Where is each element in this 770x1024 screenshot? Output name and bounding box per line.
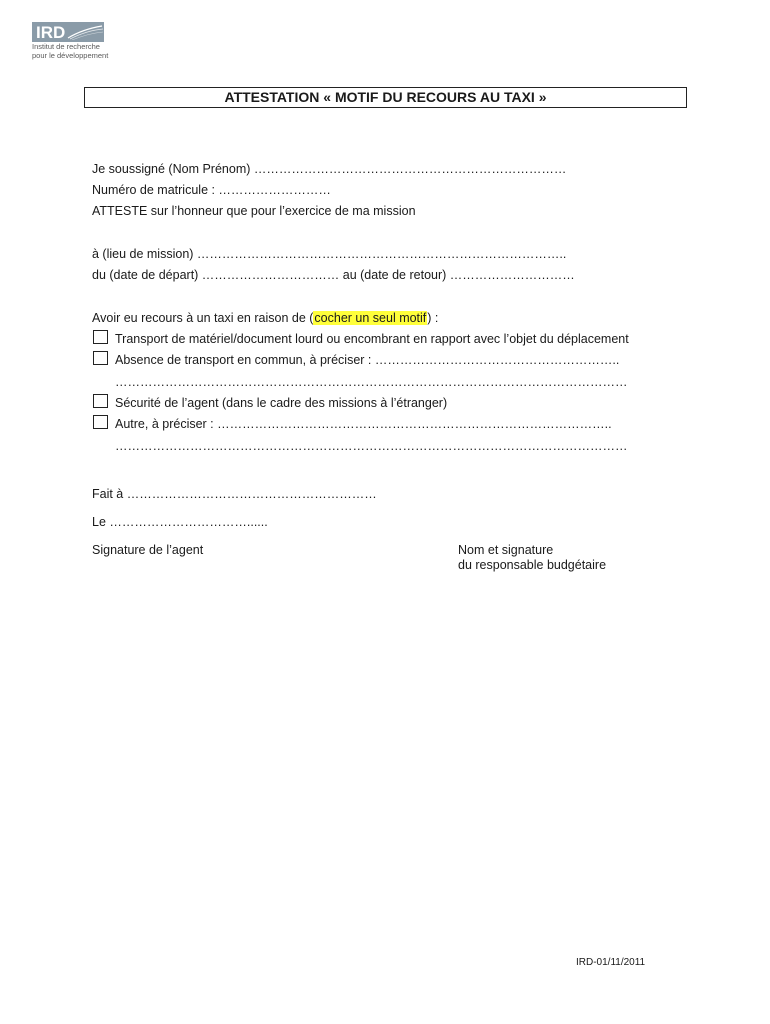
atteste-statement: ATTESTE sur l’honneur que pour l’exercice de ma mission: [92, 204, 416, 218]
reason-highlight: cocher un seul motif: [314, 311, 427, 325]
mission-location-field: à (lieu de mission) ……………………………………………………………………………..: [92, 247, 567, 261]
matricule-field: Numéro de matricule : ………………………: [92, 183, 331, 197]
checkbox-securite[interactable]: [93, 394, 108, 408]
reason-intro: [92, 311, 438, 326]
date-le-field: Le ……………………………......: [92, 515, 268, 529]
logo-box: [32, 22, 104, 42]
ird-logo: [32, 22, 132, 62]
dates-field: du (date de départ) …………………………… au (date de retour) …………………………: [92, 268, 575, 282]
document-reference: IRD-01/11/2011: [576, 957, 646, 968]
absence-continuation-line: ……………………………………………………………………………………………………………: [115, 375, 628, 389]
checkbox-autre[interactable]: [93, 415, 108, 429]
logo-subtitle-line2: pour le développement: [32, 50, 109, 60]
reason-suffix: ) :: [427, 311, 439, 325]
logo-subtitle-line1: Institut de recherche: [32, 42, 100, 51]
logo-swoosh-icon: [66, 24, 104, 40]
responsable-signature-line2: du responsable budgétaire: [458, 558, 607, 572]
reason-prefix: Avoir eu recours à un taxi en raison de (: [92, 311, 314, 325]
checkbox-transport-materiel[interactable]: [93, 330, 108, 344]
logo-subtitle: [32, 43, 108, 60]
fait-a-field: Fait à ……………………………………………………: [92, 487, 377, 501]
option-label-absence-transport: Absence de transport en commun, à préciser : …………………………………………………..: [115, 353, 620, 367]
autre-continuation-line: ……………………………………………………………………………………………………………: [115, 439, 628, 453]
option-label-transport-materiel: Transport de matériel/document lourd ou encombrant en rapport avec l’objet du déplacement: [115, 332, 629, 346]
checkbox-absence-transport[interactable]: [93, 351, 108, 365]
document-title: ATTESTATION « MOTIF DU RECOURS AU TAXI »: [84, 87, 687, 108]
logo-mark: IRD: [36, 23, 66, 42]
agent-signature-label: Signature de l’agent: [92, 543, 204, 557]
responsable-signature-line1: Nom et signature: [458, 543, 554, 557]
name-field: Je soussigné (Nom Prénom) …………………………………………………………………: [92, 162, 567, 176]
option-label-securite: Sécurité de l’agent (dans le cadre des missions à l’étranger): [115, 396, 448, 410]
option-label-autre: Autre, à préciser : …………………………………………………………………………………..: [115, 417, 612, 431]
